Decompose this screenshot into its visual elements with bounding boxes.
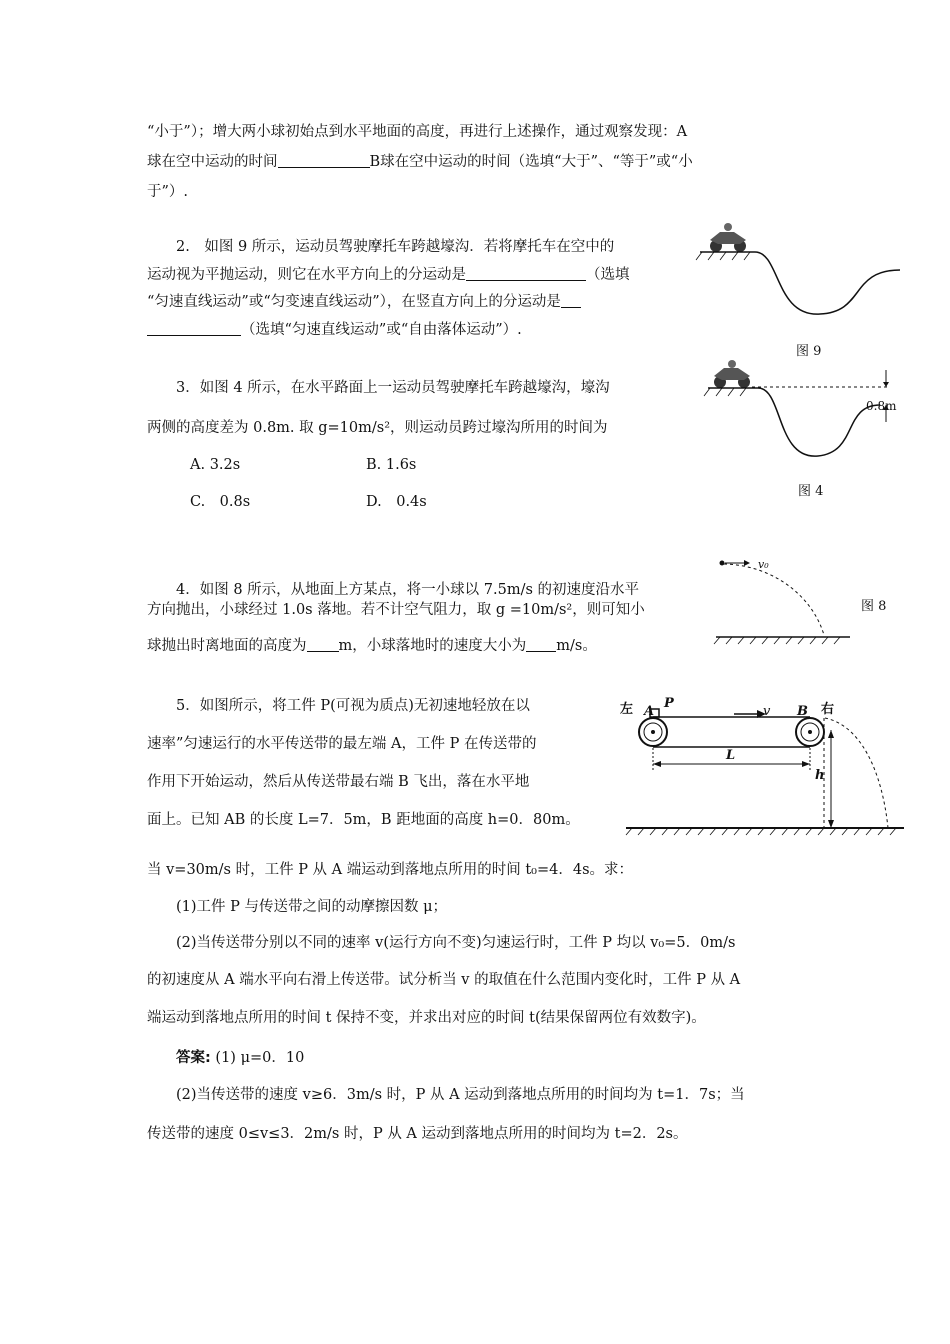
q5-line-5: 当 v=30m/s 时，工件 P 从 A 端运动到落地点所用的时间 t₀=4．4s。求：	[147, 862, 634, 878]
answer-blank[interactable]	[526, 637, 556, 652]
q3-option-c[interactable]: C. 0.8s	[190, 494, 251, 510]
q1-line-2	[147, 152, 693, 172]
v0-label: v₀	[758, 558, 769, 571]
height-h-label: h	[815, 768, 825, 783]
answer-blank[interactable]	[466, 266, 586, 281]
answer-line-3: 传送带的速度 0≤v≤3．2m/s 时，P 从 A 运动到落地点所用的时间均为 t=2．2s。	[147, 1126, 688, 1142]
q2-line-3	[147, 292, 581, 312]
figure-4-label: 图 4	[798, 484, 824, 499]
answer-line-2: (2)当传送带的速度 v≥6．3m/s 时，P 从 A 运动到落地点所用的时间均为 t=1．7s；当	[176, 1087, 745, 1103]
q5-line-4: 面上。已知 AB 的长度 L=7．5m，B 距地面的高度 h=0．80m。	[147, 812, 580, 828]
figure-9-trench-diagram	[700, 222, 900, 332]
motorcycle-icon	[710, 223, 746, 252]
q2-line-2a: 运动视为平抛运动，则它在水平方向上的分运动是	[147, 267, 466, 283]
velocity-label: v	[763, 704, 771, 719]
q3-option-b[interactable]: B. 1.6s	[366, 457, 417, 473]
q2-line-4b: （选填“匀速直线运动”或“自由落体运动”）.	[241, 322, 522, 338]
q2-line-2b: （选填	[586, 267, 630, 283]
q5-line-6: (1)工件 P 与传送带之间的动摩擦因数 μ；	[176, 899, 448, 915]
height-label: 0.8m	[866, 399, 897, 413]
q5-line-2: 速率”匀速运行的水平传送带的最左端 A，工件 P 在传送带的	[147, 736, 537, 752]
answer-part-1: (1) μ=0．10	[215, 1050, 305, 1066]
q1-line-3: 于”）.	[147, 184, 189, 200]
q3-option-a[interactable]: A. 3.2s	[190, 457, 241, 473]
q3-line-1: 3．如图 4 所示，在水平路面上一运动员驾驶摩托车跨越壕沟，壕沟	[176, 380, 610, 396]
right-label: 右	[821, 702, 835, 717]
q5-line-7: (2)当传送带分别以不同的速率 v(运行方向不变)匀速运行时，工件 P 均以 v₀=5．0m/s	[176, 935, 736, 951]
q1-line-1: “小于”）；增大两小球初始点到水平地面的高度，再进行上述操作，通过观察发现：A	[147, 124, 688, 140]
q2-line-3a: “匀速直线运动”或“匀变速直线运动”），在竖直方向上的分运动是	[147, 294, 561, 310]
length-label: L	[726, 748, 736, 763]
q3-line-2: 两侧的高度差为 0.8m. 取 g=10m/s²，则运动员跨过壕沟所用的时间为	[147, 420, 608, 436]
answer-line-1	[176, 1048, 304, 1068]
q3-option-d[interactable]: D. 0.4s	[366, 494, 427, 510]
q5-line-3: 作用下开始运动，然后从传送带最右端 B 飞出，落在水平地	[147, 774, 530, 790]
q4-line-2: 方向抛出，小球经过 1.0s 落地。若不计空气阻力，取 g =10m/s²，则可知小	[147, 602, 645, 618]
figure-9-label: 图 9	[796, 344, 822, 359]
q5-line-9: 端运动到落地点所用的时间 t 保持不变，并求出对应的时间 t(结果保留两位有效数字)。	[147, 1010, 706, 1026]
answer-blank[interactable]	[307, 637, 339, 652]
q2-line-2	[147, 265, 630, 285]
left-label: 左	[620, 702, 634, 717]
q5-line-8: 的初速度从 A 端水平向右滑上传送带。试分析当 v 的取值在什么范围内变化时，工件 P 从 A	[147, 972, 741, 988]
q4-line-3	[147, 636, 597, 656]
q4-line-3c: m/s。	[556, 638, 597, 654]
q5-line-1: 5．如图所示，将工件 P(可视为质点)无初速地轻放在以	[176, 698, 530, 714]
figure-4-trench-diagram	[708, 360, 898, 470]
q2-line-4	[147, 320, 522, 340]
answer-blank[interactable]	[147, 321, 241, 336]
answer-blank[interactable]	[278, 153, 370, 168]
point-b-label: B	[797, 704, 808, 719]
point-a-label: A	[644, 704, 655, 719]
answer-label: 答案:	[176, 1050, 211, 1066]
figure-8-projectile-diagram	[712, 555, 862, 655]
answer-blank[interactable]	[561, 293, 581, 308]
q4-line-1: 4．如图 8 所示，从地面上方某点，将一小球以 7.5m/s 的初速度沿水平	[176, 582, 640, 598]
motorcycle-icon	[714, 360, 750, 388]
point-p-label: P	[664, 696, 674, 711]
figure-8-label: 图 8	[861, 599, 887, 614]
q4-line-3a: 球抛出时离地面的高度为	[147, 638, 307, 654]
q1-line-2a: 球在空中运动的时间	[147, 154, 278, 170]
q1-line-2b: B球在空中运动的时间（选填“大于”、“等于”或“小	[369, 154, 693, 170]
q2-line-1: 2. 如图 9 所示，运动员驾驶摩托车跨越壕沟．若将摩托车在空中的	[176, 239, 615, 255]
q4-line-3b: m，小球落地时的速度大小为	[338, 638, 527, 654]
